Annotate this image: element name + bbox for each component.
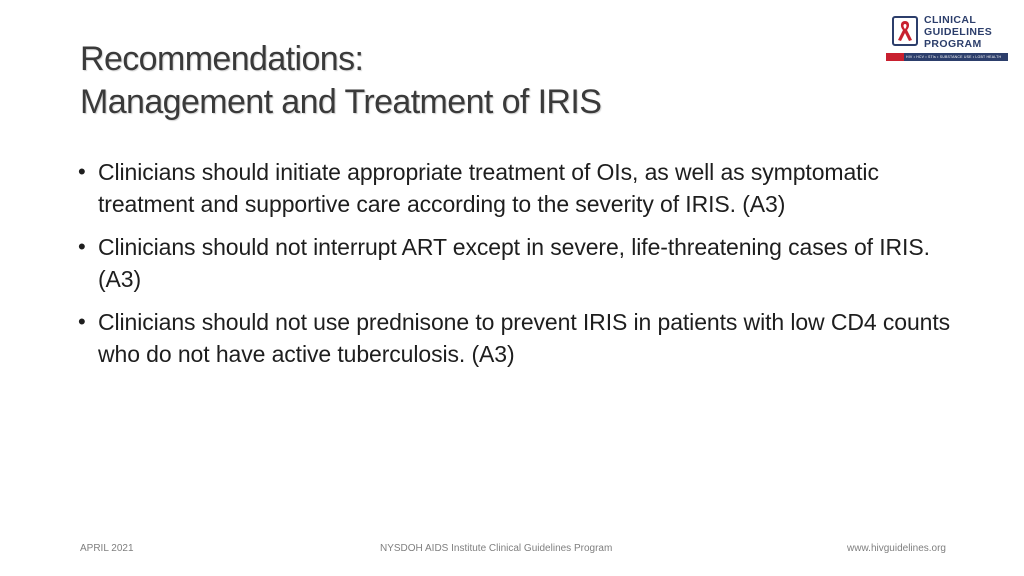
recommendation-text: Clinicians should not use prednisone to prevent IRIS in patients with low CD4 counts who do not have active tuberculosis. (A3) [98,309,951,367]
logo-line-clinical: CLINICAL [924,14,977,26]
footer-website: www.hivguidelines.org [847,543,946,554]
logo-tagline-bar [886,53,1008,61]
recommendation-item [78,231,958,295]
logo-tagline: HIV • HCV • STIs • SUBSTANCE USE • LGBT HEALTH [906,55,1002,59]
logo-badge [892,16,918,46]
logo-line-program: PROGRAM [924,38,982,50]
recommendation-item [78,156,958,220]
recommendation-item [78,306,958,370]
recommendation-text: Clinicians should initiate appropriate treatment of OIs, as well as symptomatic treatment and supportive care according to the severity of IRIS. (A3) [98,159,879,217]
recommendation-text: Clinicians should not interrupt ART except in severe, life-threatening cases of IRIS. (A3) [98,234,930,292]
clinical-guidelines-program-logo [886,13,1008,63]
footer-program: NYSDOH AIDS Institute Clinical Guidelines Program [380,543,613,554]
bullet-dot: • [78,309,86,334]
logo-wordmark [924,14,992,50]
bullet-dot: • [78,159,86,184]
slide-title [80,38,840,124]
footer-date: APRIL 2021 [80,543,134,554]
slide-title-line-2: Management and Treatment of IRIS [80,83,602,121]
slide-title-line-1: Recommendations: [80,40,364,78]
recommendation-list [78,156,958,381]
bullet-dot: • [78,234,86,259]
red-ribbon-icon [894,18,916,44]
logo-line-guidelines: GUIDELINES [924,26,993,38]
